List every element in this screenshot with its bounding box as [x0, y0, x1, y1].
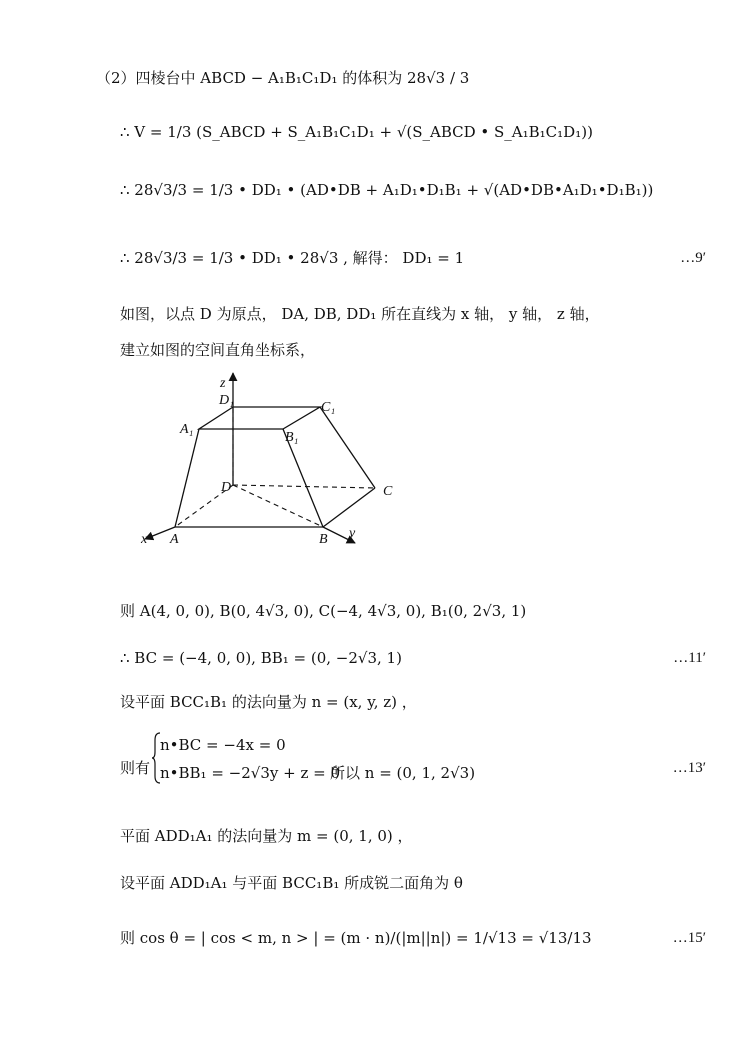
- cosine-result: 则 cos θ = | cos < m, n > | = (m · n)/(|m||n|) = 1/√13 = √13/13: [120, 929, 592, 947]
- coordinate-setup: 如图，以点 D 为原点， DA, DB, DD₁ 所在直线为 x 轴， y 轴， z 轴，: [120, 305, 600, 323]
- system-eq2: n•BB₁ = −2√3y + z = 0: [160, 764, 341, 782]
- label-b: B: [319, 532, 328, 547]
- frustum-figure: [135, 365, 415, 555]
- score-mark-11: …11′: [673, 650, 706, 666]
- normal-vector-n: 设平面 BCC₁B₁ 的法向量为 n = (x, y, z) ，: [120, 693, 417, 711]
- label-x: x: [141, 532, 148, 547]
- label-c1: C₁: [321, 400, 336, 415]
- score-mark-15: …15′: [672, 930, 706, 946]
- score-mark-9: …9′: [680, 250, 706, 266]
- edge-b-c: [323, 488, 375, 527]
- label-d1: D₁: [219, 393, 234, 408]
- label-b1: B₁: [285, 430, 299, 445]
- hidden-d-c: [233, 485, 375, 488]
- edge-c1-c: [320, 407, 375, 488]
- vectors-bc-bb1: ∴ BC = (−4, 0, 0), BB₁ = (0, −2√3, 1): [120, 649, 402, 667]
- label-y: y: [349, 526, 356, 541]
- volume-formula: ∴ V = 1/3 (S_ABCD + S_A₁B₁C₁D₁ + √(S_ABCD • S_A₁B₁C₁D₁)): [120, 123, 593, 141]
- normal-vector-m: 平面 ADD₁A₁ 的法向量为 m = (0, 1, 0) ，: [120, 827, 413, 845]
- top-face: [199, 407, 320, 429]
- label-z: z: [220, 376, 226, 391]
- label-a: A: [170, 532, 179, 547]
- score-mark-13: …13′: [672, 760, 706, 776]
- dihedral-angle-text: 设平面 ADD₁A₁ 与平面 BCC₁B₁ 所成锐二面角为 θ: [120, 874, 463, 892]
- point-coordinates: 则 A(4, 0, 0), B(0, 4√3, 0), C(−4, 4√3, 0), B₁(0, 2√3, 1): [120, 602, 527, 620]
- solve-dd1: ∴ 28√3/3 = 1/3 • DD₁ • 28√3 , 解得： DD₁ = 1: [120, 249, 465, 267]
- volume-statement: （2）四棱台中 ABCD − A₁B₁C₁D₁ 的体积为 28√3 / 3: [96, 69, 470, 87]
- coordinate-system-text: 建立如图的空间直角坐标系，: [120, 341, 316, 359]
- system-prefix: 则有: [120, 759, 151, 777]
- label-d: D: [221, 480, 232, 495]
- normal-n-result: 所以 n = (0, 1, 2√3): [330, 764, 476, 782]
- hidden-d-b: [233, 485, 323, 527]
- label-a1: A₁: [180, 422, 194, 437]
- volume-substitution: ∴ 28√3/3 = 1/3 • DD₁ • (AD•DB + A₁D₁•D₁B₁ + √(AD•DB•A₁D₁•D₁B₁)): [120, 181, 654, 199]
- label-c: C: [383, 484, 393, 499]
- system-eq1: n•BC = −4x = 0: [160, 736, 286, 754]
